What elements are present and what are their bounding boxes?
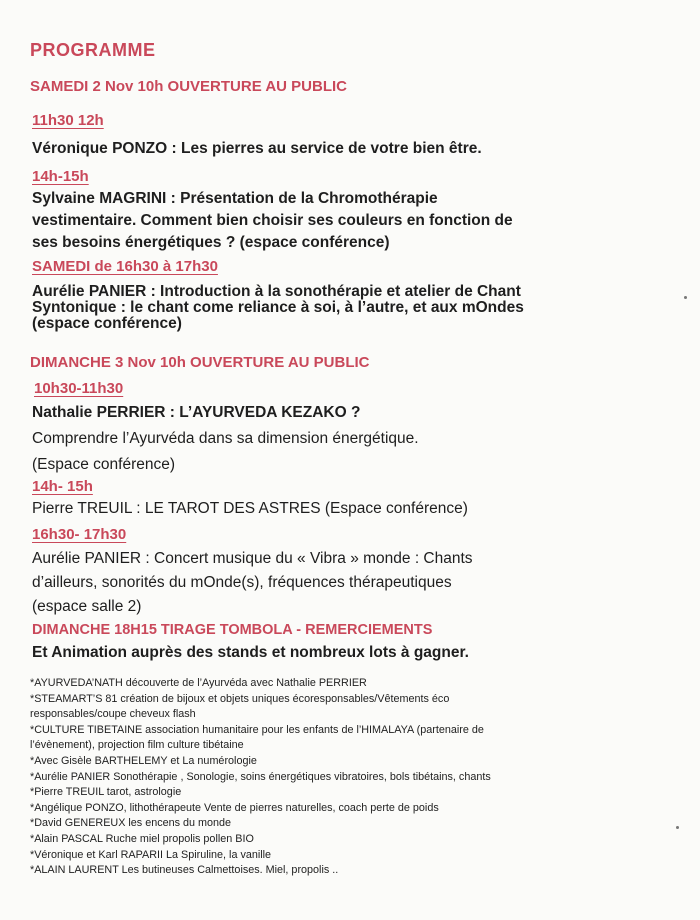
exhibitor-line: *Aurélie PANIER Sonothérapie , Sonologie, soins énergétiques vibratoires, bols tibétains, chants (30, 770, 491, 783)
exhibitor-line: *ALAIN LAURENT Les butineuses Calmettoises. Miel, propolis .. (30, 864, 339, 877)
sunday-event-1 (32, 402, 419, 476)
sunday-event-4: Et Animation auprès des stands et nombreux lots à gagner. (32, 644, 469, 661)
exhibitor-line: *Véronique et Karl RAPARII La Spiruline, la vanille (30, 848, 272, 861)
saturday-event-3-line1: Aurélie PANIER : Introduction à la sonothérapie et atelier de Chant (32, 283, 521, 300)
exhibitor-list (30, 676, 680, 879)
exhibitor-line: *Angélique PONZO, lithothérapeute Vente de pierres naturelles, coach perte de poids (30, 801, 439, 814)
saturday-header: SAMEDI 2 Nov 10h OUVERTURE AU PUBLIC (30, 78, 347, 95)
sunday-event-3-line3: (espace salle 2) (32, 598, 142, 615)
saturday-event-2-line1: Sylvaine MAGRINI : Présentation de la Chromothérapie (32, 190, 438, 207)
exhibitor-line: responsables/coupe cheveux flash (30, 708, 196, 721)
sunday-event-3-line2: d’ailleurs, sonorités du mOnde(s), fréquences thérapeutiques (32, 574, 452, 591)
sunday-event-1-line1: Nathalie PERRIER : L’AYURVEDA KEZAKO ? (32, 404, 361, 421)
saturday-event-3-line2: Syntonique : le chant come reliance à soi, à l’autre, et aux mOndes (32, 299, 524, 316)
sunday-time-3: 16h30- 17h30 (32, 526, 127, 543)
exhibitor-line: *AYURVEDA’NATH découverte de l’Ayurvéda avec Nathalie PERRIER (30, 677, 367, 689)
saturday-time-1: 11h30 12h (32, 112, 104, 129)
sunday-event-1-line2: Comprendre l’Ayurvéda dans sa dimension énergétique. (32, 430, 419, 447)
sunday-time-1: 10h30-11h30 (34, 380, 124, 397)
exhibitor-line: l’évènement), projection film culture tibétaine (30, 739, 244, 752)
exhibitor-line: *Alain PASCAL Ruche miel propolis pollen BIO (30, 832, 254, 845)
saturday-time-3: SAMEDI de 16h30 à 17h30 (32, 258, 218, 275)
saturday-event-1: Véronique PONZO : Les pierres au service de votre bien être. (32, 140, 482, 157)
saturday-time-2: 14h-15h (32, 168, 89, 185)
sunday-event-2: Pierre TREUIL : LE TAROT DES ASTRES (Espace conférence) (32, 500, 468, 517)
page-title: PROGRAMME (30, 40, 156, 60)
saturday-event-3 (32, 284, 524, 332)
exhibitor-line: *CULTURE TIBETAINE association humanitaire pour les enfants de l’HIMALAYA (partenaire de (30, 723, 484, 736)
sunday-header: DIMANCHE 3 Nov 10h OUVERTURE AU PUBLIC (30, 354, 370, 371)
sunday-time-4: DIMANCHE 18H15 TIRAGE TOMBOLA - REMERCIEMENTS (32, 622, 433, 638)
saturday-event-2 (32, 188, 513, 254)
sunday-event-1-line3: (Espace conférence) (32, 456, 176, 473)
sunday-event-3 (32, 548, 473, 618)
exhibitor-line: *David GENEREUX les encens du monde (30, 817, 232, 830)
exhibitor-line: *Pierre TREUIL tarot, astrologie (30, 786, 182, 799)
exhibitor-line: *STEAMART’S 81 création de bijoux et objets uniques écoresponsables/Vêtements éco (30, 692, 450, 705)
saturday-event-3-line3: (espace conférence) (32, 315, 182, 332)
saturday-event-2-line3: ses besoins énergétiques ? (espace conférence) (32, 234, 390, 251)
scan-speck (684, 296, 687, 299)
scan-speck (676, 826, 679, 829)
saturday-event-2-line2: vestimentaire. Comment bien choisir ses couleurs en fonction de (32, 212, 513, 229)
sunday-time-2: 14h- 15h (32, 478, 93, 495)
exhibitor-line: *Avec Gisèle BARTHELEMY et La numérologie (30, 754, 257, 767)
sunday-event-3-line1: Aurélie PANIER : Concert musique du « Vibra » monde : Chants (32, 550, 473, 567)
